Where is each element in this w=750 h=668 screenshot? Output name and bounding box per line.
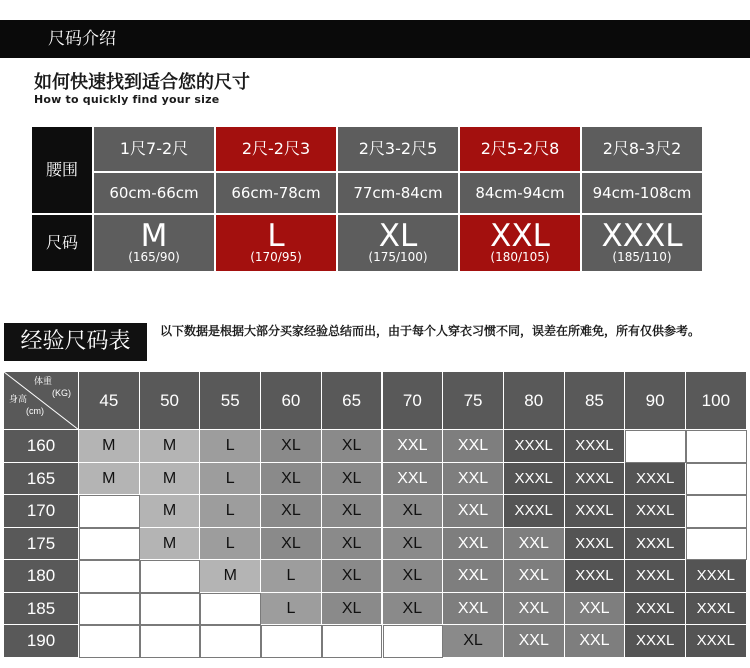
size-cell: XXXL [565,430,626,463]
size-cell: XXXL [625,528,686,561]
empty-cell [140,625,201,658]
experience-title: 经验尺码表 [4,323,147,361]
size-letter: M [140,218,168,254]
corner-cm-label: (cm) [26,406,44,416]
size-cell: XXL [443,528,504,561]
size-height-chest: (185/110) [612,250,672,264]
empty-cell [140,560,201,593]
empty-cell [261,625,322,658]
empty-cell [686,463,747,496]
size-cell: XXL [443,560,504,593]
waist-range-5: 2尺8-3尺2 [582,127,702,171]
size-height-chest: (180/105) [490,250,550,264]
height-header-180: 180 [4,560,79,593]
weight-header-80: 80 [504,372,565,430]
size-cell: XXL [443,463,504,496]
waist-range-2: 2尺-2尺3 [216,127,336,171]
size-cell: XXXL [565,560,626,593]
height-header-175: 175 [4,528,79,561]
size-cell: XXXL [686,593,747,626]
size-cell: XXXL [565,463,626,496]
size-cell: XXL [443,430,504,463]
page-title: 如何快速找到适合您的尺寸 [34,72,250,93]
experience-size-chart [4,372,747,658]
corner-weight-label: 体重 [34,376,53,386]
empty-cell [79,625,140,658]
height-header-185: 185 [4,593,79,626]
empty-cell [200,593,261,626]
size-cell: XL [322,560,383,593]
size-cell: L [200,495,261,528]
size-cell: M [140,528,201,561]
size-cell-5 [582,215,702,271]
size-cell: M [140,463,201,496]
size-cell-3 [338,215,458,271]
waist-cm-3: 77cm-84cm [338,173,458,213]
height-header-190: 190 [4,625,79,658]
size-height-chest: (165/90) [128,250,180,264]
waist-range-4: 2尺5-2尺8 [460,127,580,171]
size-cell-1 [94,215,214,271]
size-letter: XXXL [601,218,683,254]
size-cell: XL [322,528,383,561]
size-cell: XL [261,430,322,463]
size-cell: XL [383,528,444,561]
size-cell: L [200,430,261,463]
size-cell: L [200,463,261,496]
chart-corner [4,372,79,430]
weight-header-100: 100 [686,372,747,430]
waist-cm-1: 60cm-66cm [94,173,214,213]
size-label: 尺码 [32,215,92,271]
size-cell: XXXL [565,495,626,528]
size-cell: XL [383,560,444,593]
size-cell: XL [383,495,444,528]
size-cell: XXXL [686,625,747,658]
size-cell: XL [261,495,322,528]
size-cell: XL [322,430,383,463]
waist-range-3: 2尺3-2尺5 [338,127,458,171]
size-cell: M [140,430,201,463]
size-cell: XXXL [504,463,565,496]
size-letter: L [267,218,285,254]
empty-cell [79,528,140,561]
corner-kg-label: (KG) [52,388,71,398]
empty-cell [625,430,686,463]
size-cell: XXL [443,495,504,528]
weight-header-70: 70 [383,372,444,430]
size-cell: XXL [504,625,565,658]
size-cell: XL [322,463,383,496]
size-cell: XL [443,625,504,658]
size-letter: XL [378,218,418,254]
size-cell: XXXL [625,495,686,528]
size-cell: XL [322,495,383,528]
size-cell: XXL [383,463,444,496]
size-cell: XL [383,593,444,626]
size-cell-4 [460,215,580,271]
empty-cell [383,625,444,658]
empty-cell [322,625,383,658]
size-cell: XL [261,528,322,561]
weight-header-90: 90 [625,372,686,430]
size-cell: XXL [383,430,444,463]
empty-cell [79,560,140,593]
waist-range-1: 1尺7-2尺 [94,127,214,171]
height-header-165: 165 [4,463,79,496]
weight-header-75: 75 [443,372,504,430]
empty-cell [79,593,140,626]
waist-cm-4: 84cm-94cm [460,173,580,213]
size-cell: XXXL [504,430,565,463]
size-cell-2 [216,215,336,271]
waist-cm-5: 94cm-108cm [582,173,702,213]
size-cell: XL [261,463,322,496]
size-cell: XXXL [625,593,686,626]
size-cell: XL [322,593,383,626]
corner-height-label: 身高 [9,394,28,404]
size-cell: XXL [504,528,565,561]
waist-label: 腰围 [32,127,92,213]
page-subtitle: How to quickly find your size [34,93,220,106]
size-cell: L [200,528,261,561]
weight-header-45: 45 [79,372,140,430]
size-height-chest: (175/100) [368,250,428,264]
empty-cell [79,495,140,528]
size-cell: XXXL [625,560,686,593]
height-header-170: 170 [4,495,79,528]
empty-cell [686,495,747,528]
size-cell: L [261,593,322,626]
size-cell: XXXL [625,463,686,496]
size-cell: XXL [565,593,626,626]
size-cell: XXL [504,593,565,626]
size-cell: XXL [565,625,626,658]
weight-header-60: 60 [261,372,322,430]
weight-header-85: 85 [565,372,626,430]
size-cell: M [79,430,140,463]
size-cell: XXXL [686,560,747,593]
section-title-bar: 尺码介绍 [0,20,750,58]
size-cell: M [140,495,201,528]
size-cell: XXXL [565,528,626,561]
size-cell: XXXL [625,625,686,658]
weight-header-55: 55 [200,372,261,430]
size-cell: XXL [504,560,565,593]
waist-cm-2: 66cm-78cm [216,173,336,213]
empty-cell [140,593,201,626]
empty-cell [686,528,747,561]
height-header-160: 160 [4,430,79,463]
weight-header-65: 65 [322,372,383,430]
size-cell: L [261,560,322,593]
size-cell: XXL [443,593,504,626]
experience-note: 以下数据是根据大部分买家经验总结而出，由于每个人穿衣习惯不同，误差在所难免，所有仅供参考。 [160,324,701,338]
size-letter: XXL [490,218,550,254]
empty-cell [686,430,747,463]
size-cell: M [79,463,140,496]
size-height-chest: (170/95) [250,250,302,264]
weight-header-50: 50 [140,372,201,430]
size-cell: XXXL [504,495,565,528]
empty-cell [200,625,261,658]
size-cell: M [200,560,261,593]
